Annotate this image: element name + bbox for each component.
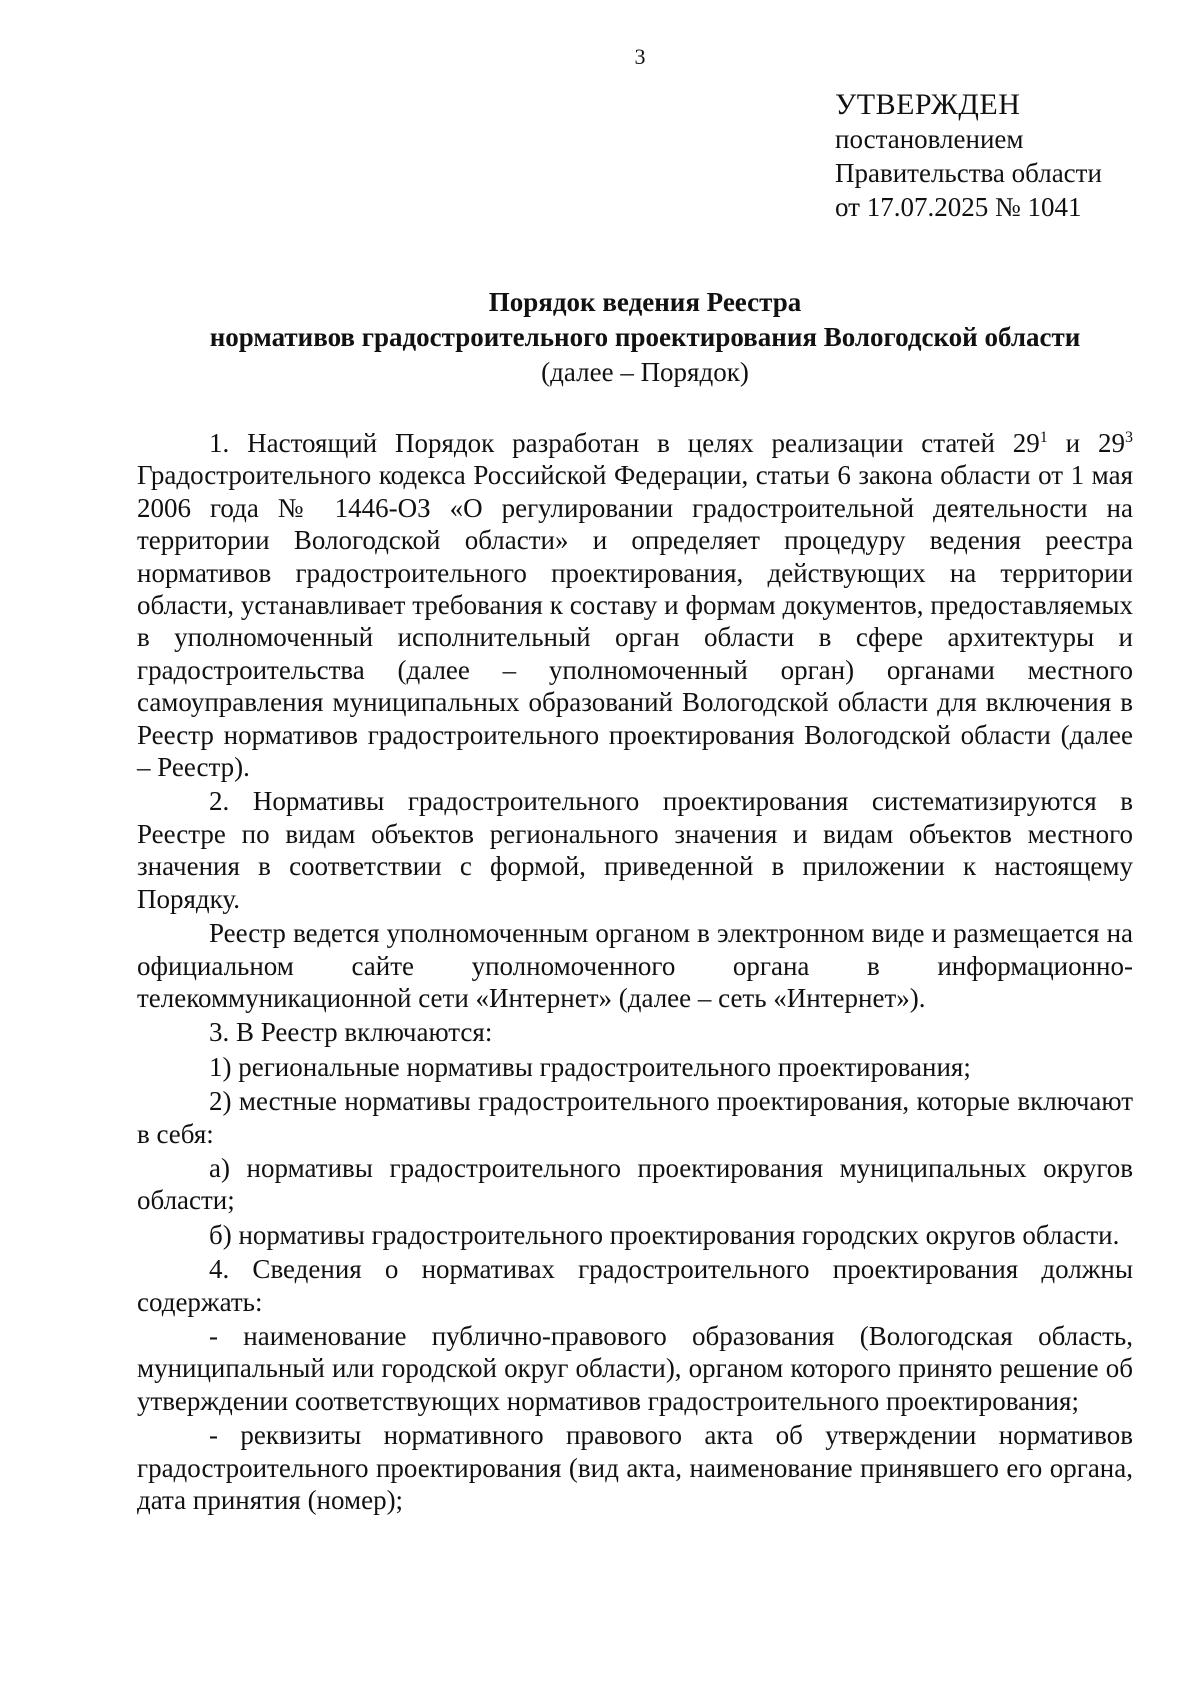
title-line: Порядок ведения Реестра: [488, 287, 802, 317]
paragraph-1: [137, 427, 1133, 783]
paragraph-5: 4. Сведения о нормативах градостроительного проектирования должны содержать:: [137, 1254, 1133, 1317]
approval-stamp: УТВЕРЖДЕН: [835, 88, 1021, 121]
page-number: 3: [634, 44, 646, 69]
approval-block: [835, 88, 1102, 224]
superscript: 3: [1125, 429, 1134, 446]
paragraph-text: 1. Настоящий Порядок разработан в целях реализации статей 29: [209, 428, 1040, 458]
list-item: - наименование публично-правового образования (Вологодская область, муниципальный или городской округ области), органом которого принято решение об утверждении соответствующих нормативов градостроительного проектирования;: [137, 1320, 1133, 1416]
list-item: 2) местные нормативы градостроительного проектирования, которые включают в себя:: [137, 1086, 1133, 1149]
paragraph-4: 3. В Реестр включаются:: [209, 1017, 493, 1048]
approval-line: постановлением: [835, 124, 1024, 154]
document-body: [137, 427, 1133, 1518]
list-item: а) нормативы градостроительного проектирования муниципальных округов области;: [137, 1152, 1133, 1216]
paragraph-text: и 29: [1047, 428, 1126, 458]
approval-line: Правительства области: [835, 158, 1102, 188]
title-line: нормативов градостроительного проектирования Вологодской области: [209, 322, 1081, 352]
list-item: - реквизиты нормативного правового акта об утверждении нормативов градостроительного проектирования (вид акта, наименование принявшего его органа, дата принятия (номер);: [137, 1420, 1133, 1515]
list-item: 1) региональные нормативы градостроительного проектирования;: [209, 1051, 971, 1082]
document-title: [150, 285, 1140, 390]
paragraph-2: 2. Нормативы градостроительного проектирования систематизируются в Реестре по видам объектов регионального значения и видам объектов местного значения в соответствии с формой, приведенной в приложении к настоящему Порядку.: [137, 786, 1133, 914]
title-subline: (далее – Порядок): [541, 357, 749, 387]
approval-date-number: от 17.07.2025 № 1041: [835, 192, 1082, 222]
paragraph-3: Реестр ведется уполномоченным органом в электронном виде и размещается на официальном сайте уполномоченного органа в информационно-телекоммуникационной сети «Интернет» (далее – сеть «Интернет»).: [137, 918, 1133, 1013]
superscript: 1: [1039, 429, 1048, 446]
list-item: б) нормативы градостроительного проектирования городских округов области.: [209, 1219, 1120, 1250]
paragraph-text: Градостроительного кодекса Российской Федерации, статьи 6 закона области от 1 мая 2006 года № 1446-ОЗ «О регулировании градостроительной деятельности на территории Вологодской области» и определяет процедуру ведения реестра нормативов градостроительного проектирования, действующих на территории области, устанавливает требования к составу и формам документов, предоставляемых в уполномоченный исполнительный орган области в сфере архитектуры и градостроительства (далее – уполномоченный орган) органами местного самоуправления муниципальных образований Вологодской области для включения в Реестр нормативов градостроительного проектирования Вологодской области (далее – Реестр).: [137, 460, 1133, 783]
